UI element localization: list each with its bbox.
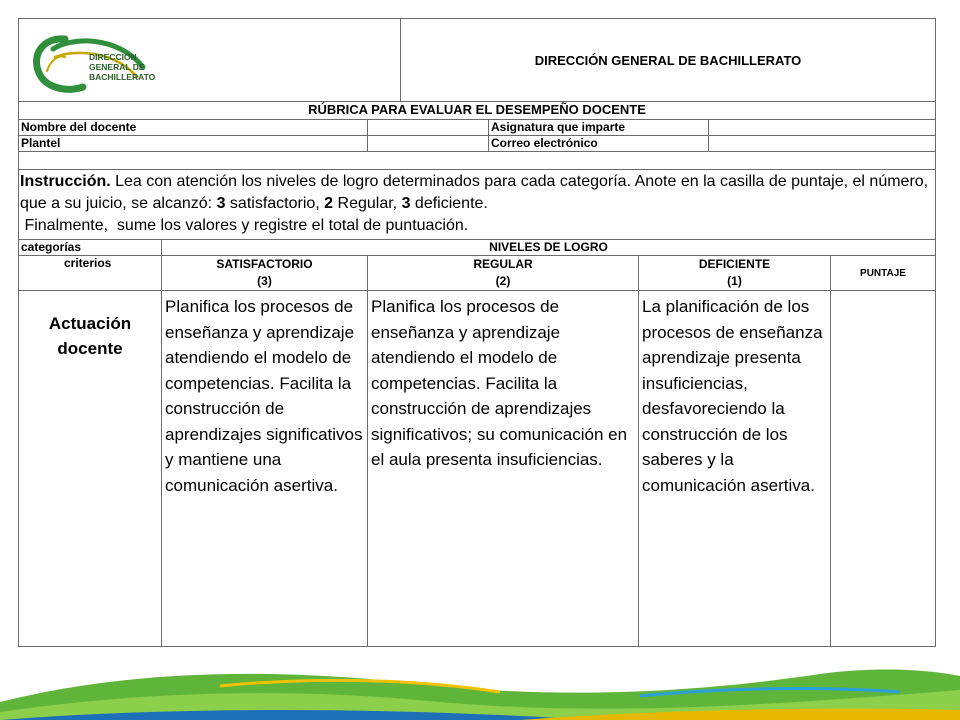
instruction-lead: Instrucción. bbox=[20, 173, 111, 190]
instruction-num-2: 2 bbox=[324, 195, 334, 212]
criteria-label: criterios bbox=[19, 256, 162, 291]
instruction-def: deficiente. bbox=[410, 195, 488, 212]
rubric-title: RÚBRICA PARA EVALUAR EL DESEMPEÑO DOCENTE bbox=[19, 102, 936, 120]
subject-label: Asignatura que imparte bbox=[489, 120, 709, 136]
deficient-description: La planificación de los procesos de enseñanza aprendizaje presenta insuficiencias, desfavoreciendo la construcción de los saberes y la comunicación asertiva. bbox=[639, 291, 831, 647]
school-field[interactable] bbox=[368, 136, 489, 152]
instruction-num-3b: 3 bbox=[401, 195, 411, 212]
teacher-name-field[interactable] bbox=[368, 120, 489, 136]
regular-label: REGULAR bbox=[473, 257, 533, 271]
subject-field[interactable] bbox=[709, 120, 936, 136]
school-label: Plantel bbox=[19, 136, 368, 152]
logo-cell bbox=[19, 19, 401, 102]
rubric-table bbox=[18, 18, 936, 647]
instruction-body: Lea con atención los niveles de logro determinados para cada categoría. Anote en la casilla de puntaje, el número, que a su juicio, se alcanzó: bbox=[20, 173, 929, 212]
instruction-sat: satisfactorio, bbox=[225, 195, 325, 212]
regular-score: (2) bbox=[495, 274, 511, 288]
spacer-row bbox=[19, 152, 936, 170]
satisfactory-header bbox=[162, 256, 368, 291]
satisfactory-description: Planifica los procesos de enseñanza y aprendizaje atendiendo el modelo de competencias. Facilita la construcción de aprendizajes significativos y mantiene una comunicación asertiva. bbox=[162, 291, 368, 647]
rubric-document bbox=[18, 18, 936, 662]
teacher-name-label: Nombre del docente bbox=[19, 120, 368, 136]
instruction-final: Finalmente, sume los valores y registre el total de puntuación. bbox=[20, 217, 469, 234]
logo-line-2: GENERAL DE bbox=[89, 62, 145, 72]
instruction-reg: Regular, bbox=[333, 195, 402, 212]
header-title: DIRECCIÓN GENERAL DE BACHILLERATO bbox=[401, 19, 936, 102]
logo-line-3: BACHILLERATO bbox=[89, 72, 156, 82]
regular-description: Planifica los procesos de enseñanza y aprendizaje atendiendo el modelo de competencias. Facilita la construcción de aprendizajes significativos; su comunicación en el aula presenta insuficiencias. bbox=[368, 291, 639, 647]
email-label: Correo electrónico bbox=[489, 136, 709, 152]
logo-line-1: DIRECCIÓN bbox=[89, 52, 137, 62]
regular-header bbox=[368, 256, 639, 291]
instruction-text bbox=[19, 170, 936, 240]
logo-text bbox=[89, 52, 155, 82]
score-input-cell[interactable] bbox=[831, 291, 936, 647]
levels-header: NIVELES DE LOGRO bbox=[162, 240, 936, 256]
categories-label: categorías bbox=[19, 240, 162, 256]
deficient-score: (1) bbox=[727, 274, 742, 288]
satisfactory-score: (3) bbox=[257, 274, 272, 288]
instruction-num-3a: 3 bbox=[216, 195, 226, 212]
decorative-band-graphic bbox=[0, 662, 960, 720]
score-header: PUNTAJE bbox=[831, 256, 936, 291]
category-actuacion-docente: Actuación docente bbox=[19, 291, 162, 647]
email-field[interactable] bbox=[709, 136, 936, 152]
deficient-header bbox=[639, 256, 831, 291]
satisfactory-label: SATISFACTORIO bbox=[216, 257, 313, 271]
deficient-label: DEFICIENTE bbox=[698, 257, 771, 271]
